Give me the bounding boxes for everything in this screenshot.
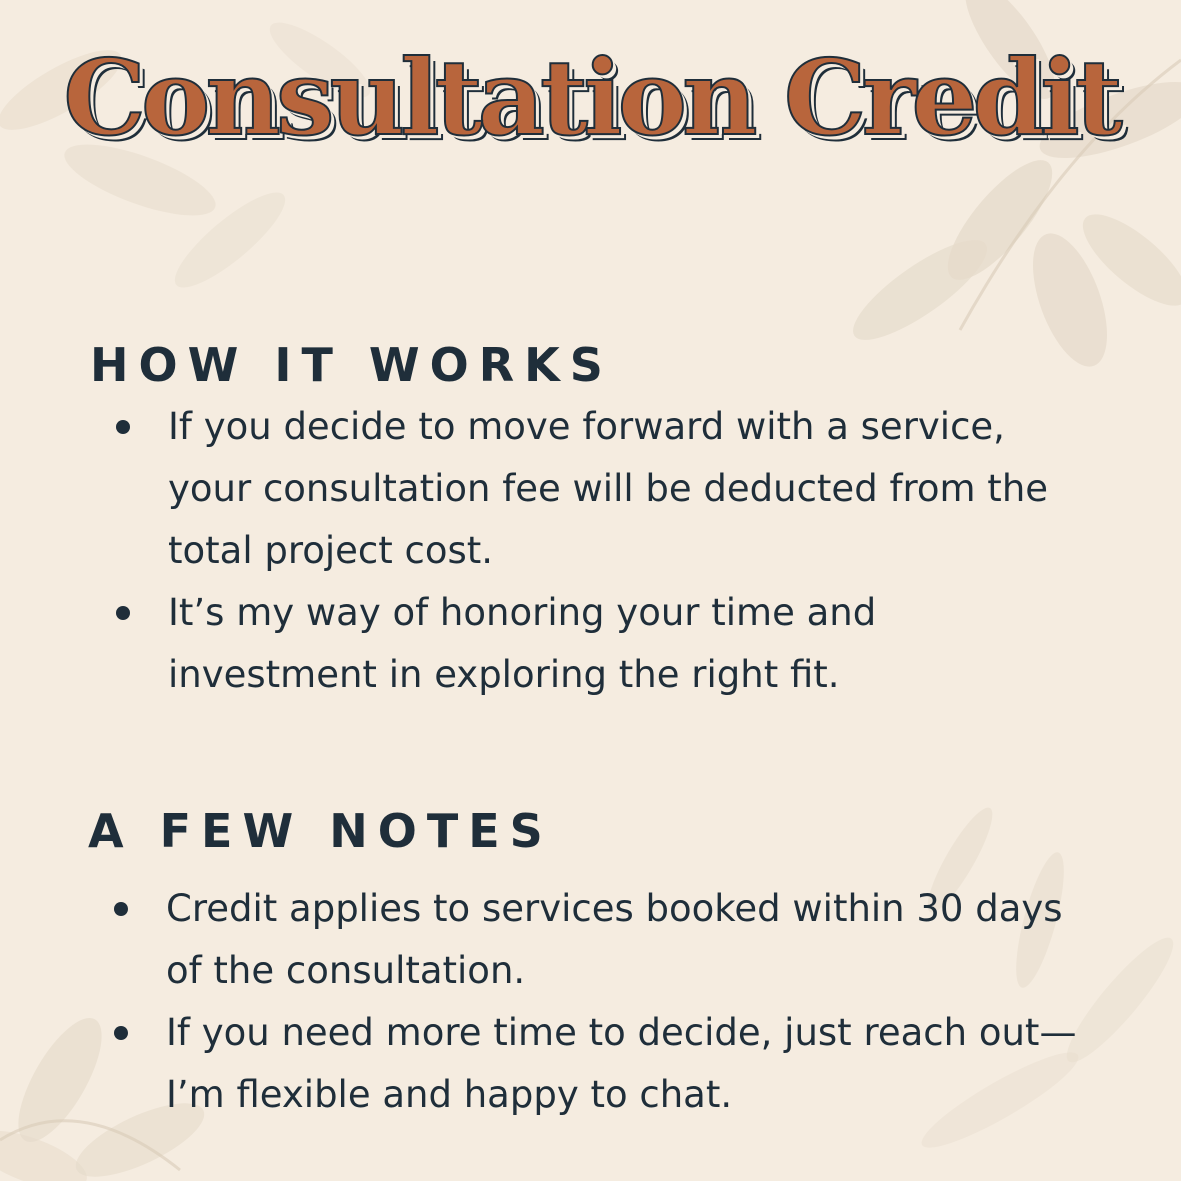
bullet-icon [114, 902, 128, 916]
a-few-notes-list [166, 878, 1106, 1126]
list-item-text: If you decide to move forward with a service, your consultation fee will be deducted from the total project cost. [168, 405, 1049, 572]
list-item [168, 582, 1068, 706]
section-heading-a-few-notes: A FEW NOTES [88, 804, 553, 858]
list-item [166, 1002, 1106, 1126]
page-title: Consultation Credit [63, 36, 1118, 159]
list-item-text: If you need more time to decide, just reach out—I’m flexible and happy to chat. [166, 1011, 1077, 1116]
list-item [168, 396, 1068, 582]
section-heading-how-it-works: HOW IT WORKS [90, 338, 613, 392]
list-item-text: It’s my way of honoring your time and investment in exploring the right fit. [168, 591, 877, 696]
how-it-works-list [168, 396, 1068, 706]
bullet-icon [116, 606, 130, 620]
bullet-icon [116, 420, 130, 434]
list-item-text: Credit applies to services booked within 30 days of the consultation. [166, 887, 1063, 992]
bullet-icon [114, 1026, 128, 1040]
list-item [166, 878, 1106, 1002]
